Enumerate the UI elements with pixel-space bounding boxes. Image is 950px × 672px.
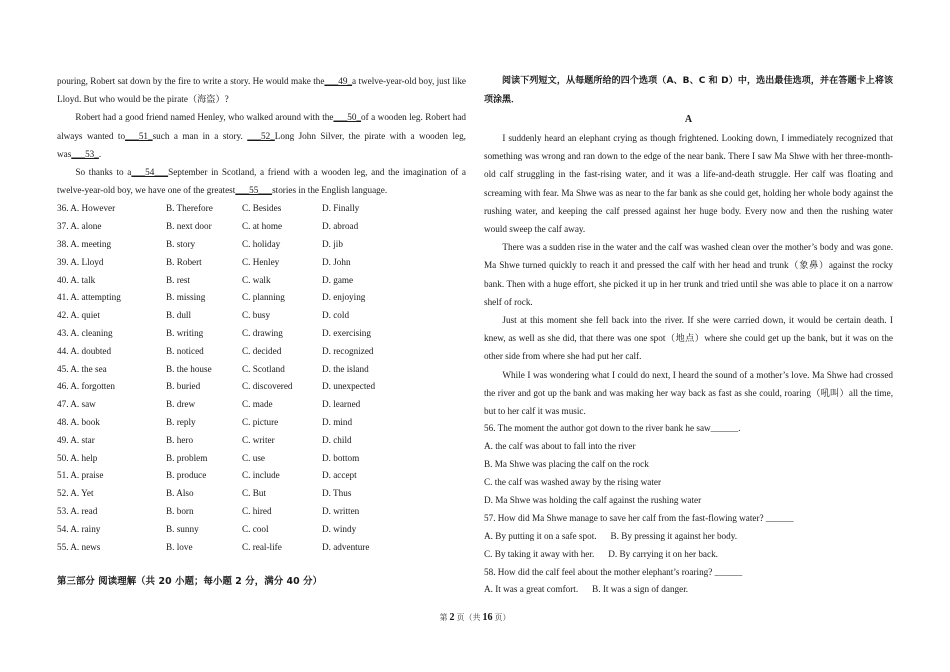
option-b: B. story [166,239,196,250]
option-a: 47. A. saw [57,399,96,410]
option-row [57,236,466,254]
answer-option: C. By taking it away with her. [484,548,595,559]
option-c: C. writer [242,434,275,445]
option-row [57,200,466,218]
answer-option: D. By carrying it on her back. [608,548,718,559]
cloze-text: pouring, Robert sat down by the fire to write a story. He would make the [57,76,325,86]
section-title: 第三部分 阅读理解（共 20 小题；每小题 2 分，满分 40 分） [57,576,323,587]
option-row [57,414,466,432]
question-stem: 57. How did Ma Shwe manage to save her calf from the fast-flowing water? ______ [484,512,794,523]
page-footer [0,612,950,623]
option-d: D. Thus [322,488,352,499]
option-b: B. rest [166,274,190,285]
cloze-passage [57,72,466,199]
option-row [57,343,466,361]
option-row [57,218,466,236]
option-b: B. produce [166,470,207,481]
option-a: 46. A. forgotten [57,381,116,392]
cloze-text: Long John Silver, the pirate with a wooden leg, was [57,130,466,159]
question-stem: 56. The moment the author got down to the river bank he saw______. [484,423,741,434]
option-a: 37. A. alone [57,221,102,232]
option-d: D. game [322,274,354,285]
option-d: D. John [322,256,351,267]
footer-prefix: 第 [439,613,450,622]
option-b: B. problem [166,452,208,463]
cloze-text: such a man in a story. [152,130,248,141]
option-d: D. child [322,434,352,445]
option-c: C. Besides [242,203,282,214]
option-d: D. Finally [322,203,360,214]
option-d: D. adventure [322,541,370,552]
cloze-text: . [98,148,102,159]
option-d: D. abroad [322,221,359,232]
cloze-text: stories in the English language. [272,185,388,196]
cloze-blank: ___53_ [71,148,99,159]
question-option-line [484,546,893,564]
right-column [484,72,893,599]
answer-option: B. By pressing it against her body. [610,530,738,541]
option-c: C. planning [242,292,285,303]
question-option-line [484,492,893,510]
footer-suffix: 页） [492,613,511,622]
cloze-blank: ___51_ [125,130,153,141]
cloze-options-table [57,200,466,556]
option-c: C. walk [242,274,271,285]
option-d: D. mind [322,416,353,427]
option-d: D. the island [322,363,369,374]
option-b: B. next door [166,221,212,232]
option-a: 43. A. cleaning [57,328,113,338]
option-c: C. cool [242,523,269,534]
option-b: B. Robert [166,256,202,267]
option-c: C. real-life [242,541,282,552]
cloze-text: Robert had a good friend named Henley, who walked around with the [75,112,334,123]
option-a: 45. A. the sea [57,363,107,374]
question-option-line [484,581,893,599]
cloze-blank: ___52_ [247,130,275,141]
option-row [57,485,466,503]
option-a: 44. A. doubted [57,345,112,356]
option-c: C. drawing [242,328,283,338]
option-c: C. busy [242,310,271,321]
passage-label: A [684,114,693,125]
option-a: 40. A. talk [57,274,96,285]
option-c: C. use [242,452,265,463]
total-pages: 16 [482,612,493,623]
option-d: D. windy [322,523,357,534]
answer-option: A. It was a great comfort. [484,584,579,595]
option-c: C. at home [242,221,283,232]
passage-paragraph: While I was wondering what I could do next, I heard the sound of a mother’s love. Ma Shwe had crossed the river and got up the bank and was making her way back as fast as she could, roaring（吼叫）all the time, but to her calf it was music. [484,369,893,417]
option-a: 38. A. meeting [57,239,112,250]
option-row [57,254,466,272]
option-c: C. decided [242,345,282,356]
cloze-blank: ___50_ [333,112,361,123]
option-b: B. noticed [166,345,204,356]
option-d: D. unexpected [322,381,376,392]
answer-option: A. By putting it on a safe spot. [484,530,597,541]
option-c: C. include [242,470,280,481]
cloze-blank: ___49_ [324,76,353,86]
option-row [57,450,466,468]
option-a: 49. A. star [57,434,95,445]
answer-option: C. the calf was washed away by the rising water [484,476,662,487]
option-c: C. made [242,399,273,410]
option-b: B. missing [166,292,206,303]
cloze-blank: ___55___ [235,185,273,196]
option-row [57,307,466,325]
option-c: C. Henley [242,256,280,267]
cloze-text: a twelve-year-old boy, just like Lloyd. But who would be the pirate（海盗）? [57,76,466,105]
cloze-blank: ___54___ [131,167,169,178]
option-a: 36. A. However [57,203,116,214]
cloze-paragraph [57,163,466,199]
option-row [57,503,466,521]
option-b: B. sunny [166,523,199,534]
option-d: D. bottom [322,452,360,463]
option-row [57,396,466,414]
cloze-paragraph [57,108,466,163]
option-c: C. But [242,488,266,499]
option-c: C. Scotland [242,363,285,374]
option-b: B. Therefore [166,203,213,214]
left-column [57,72,466,556]
option-a: 42. A. quiet [57,310,100,321]
footer-middle: 页（共 [454,613,483,622]
cloze-text: of a wooden leg. Robert had always wanted to [57,112,466,141]
question-option-line [484,474,893,492]
option-d: D. written [322,505,360,516]
option-b: B. love [166,541,193,552]
option-a: 52. A. Yet [57,488,94,499]
question-stem: 58. How did the calf feel about the mother elephant’s roaring? ______ [484,566,743,577]
answer-option: B. Ma Shwe was placing the calf on the rock [484,459,649,470]
reading-passage [484,129,893,420]
option-row [57,361,466,379]
option-row [57,272,466,290]
option-d: D. cold [322,310,350,321]
option-b: B. born [166,505,194,516]
option-d: D. recognized [322,345,374,356]
option-a: 54. A. rainy [57,523,101,534]
option-b: B. the house [166,363,212,374]
option-row [57,539,466,557]
option-row [57,378,466,396]
option-d: D. jib [322,239,343,250]
option-a: 39. A. Lloyd [57,256,104,267]
cloze-text: September in Scotland, a friend with a wooden leg, and the imagination of a twelve-year-old boy, we have one of the greatest [57,167,466,196]
option-row [57,521,466,539]
option-b: B. Also [166,488,194,499]
option-d: D. learned [322,399,361,410]
option-a: 53. A. read [57,505,98,516]
question-option-line [484,438,893,456]
answer-option: B. It was a sign of danger. [592,584,689,595]
option-c: C. discovered [242,381,293,392]
answer-option: A. the calf was about to fall into the river [484,441,636,452]
option-c: C. hired [242,505,272,516]
passage-paragraph: There was a sudden rise in the water and the calf was washed clean over the mother’s body and was gone. Ma Shwe turned quickly to reach it and pressed the calf with her head and trunk（象鼻）against the rocky bank. Then with a huge effort, she picked it up in her trunk and tried until she was able to place it on a narrow shelf of rock. [484,242,893,307]
option-a: 41. A. attempting [57,292,121,303]
question-option-line [484,528,893,546]
option-b: B. buried [166,381,201,392]
question-option-line [484,456,893,474]
answer-option: D. Ma Shwe was holding the calf against the rushing water [484,494,702,505]
option-row [57,432,466,450]
option-row [57,289,466,307]
option-a: 55. A. news [57,541,101,552]
reading-instructions: 阅读下列短文，从每题所给的四个选项（A、B、C 和 D）中，选出最佳选项，并在答题卡上将该项涂黑． [484,76,893,105]
option-d: D. accept [322,470,357,481]
option-d: D. exercising [322,328,371,338]
page-number: 2 [449,612,455,623]
reading-questions [484,420,893,599]
option-c: C. holiday [242,239,281,250]
option-a: 48. A. book [57,416,100,427]
option-b: B. writing [166,328,204,338]
option-a: 50. A. help [57,452,98,463]
cloze-text: So thanks to a [75,167,132,178]
cloze-paragraph [57,72,466,108]
passage-paragraph: I suddenly heard an elephant crying as though frightened. Looking down, I immediately recognized that something was wrong and ran down to the edge of the near bank. There I saw Ma Shwe with her three-month-old calf struggling in the fast-rising water, and it was a life-and-death struggle. Her calf was floating and screaming with fear. Ma Shwe was as near to the far bank as she could get, holding her whole body against the rushing water, and keeping the calf pressed against her huge body. Every now and then the rushing water would sweep the calf away. [484,133,893,235]
option-a: 51. A. praise [57,470,104,481]
option-b: B. drew [166,399,196,410]
option-b: B. dull [166,310,192,321]
option-c: C. picture [242,416,279,427]
option-d: D. enjoying [322,292,366,303]
option-row [57,467,466,485]
option-b: B. hero [166,434,194,445]
option-b: B. reply [166,416,196,427]
passage-paragraph: Just at this moment she fell back into the river. If she were carried down, it would be certain death. I knew, as well as she did, that there was one spot（地点）where she could get up the bank, but it was on the other side from where she had put her calf. [484,315,893,362]
option-row [57,325,466,343]
